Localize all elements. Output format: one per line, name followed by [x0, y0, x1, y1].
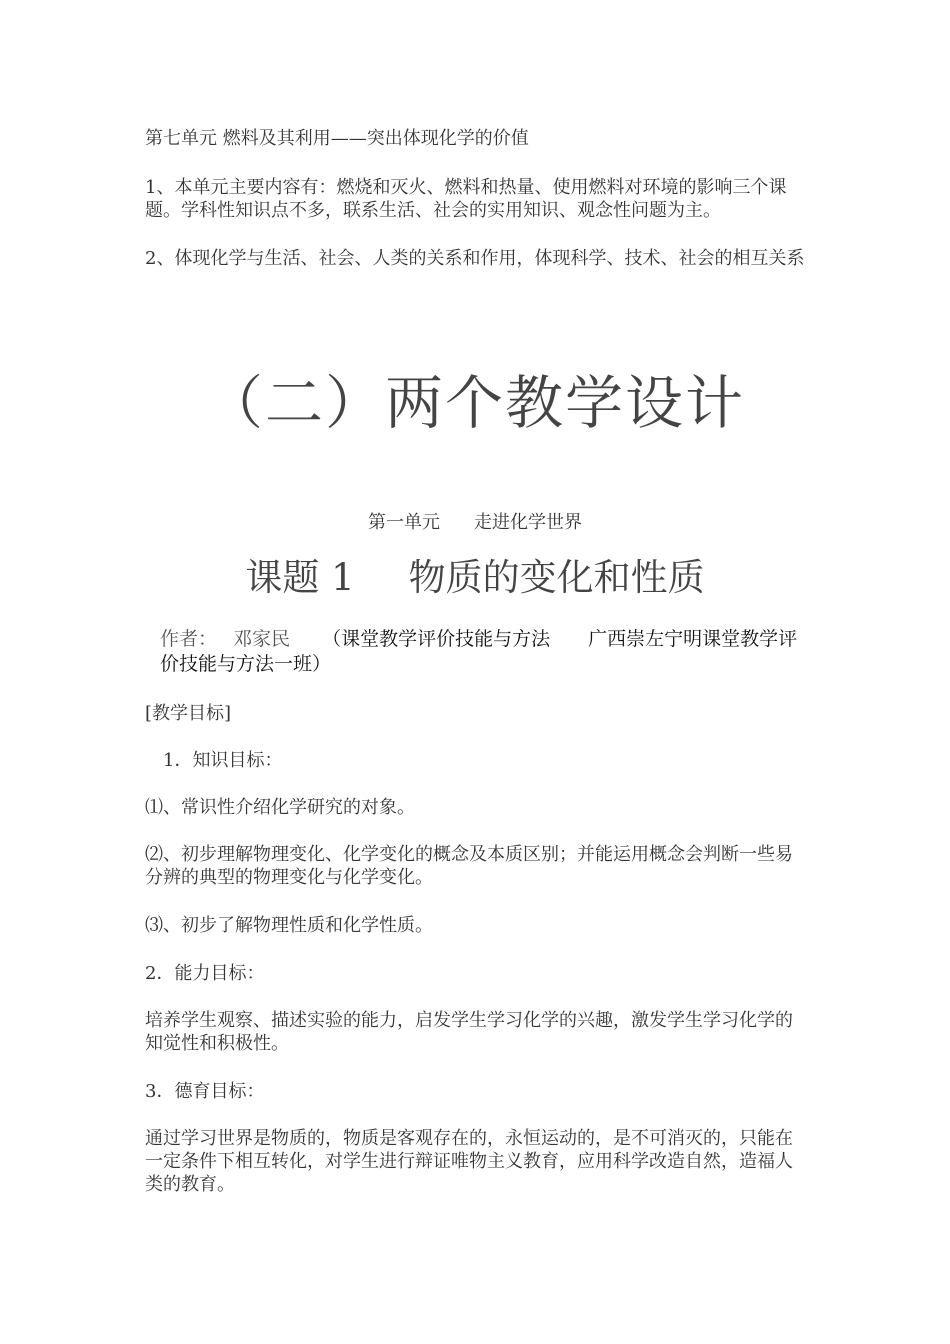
knowledge-item-2: ⑵、初步理解物理变化、化学变化的概念及本质区别；并能运用概念会判断一些易分辨的典型的物理变化与化学变化。	[145, 844, 793, 888]
intro-point-2: 2、体现化学与生活、社会、人类的关系和作用，体现科学、技术、社会的相互关系	[145, 248, 805, 269]
knowledge-objective-heading: 1．知识目标：	[163, 750, 283, 771]
author-label: 作者：	[160, 628, 218, 650]
ability-objective-text: 培养学生观察、描述实验的能力，启发学生学习化学的兴趣，激发学生学习化学的知觉性和积极性。	[145, 1010, 793, 1054]
intro-point-1: 1、本单元主要内容有：燃烧和灭火、燃料和热量、使用燃料对环境的影响三个课题。学科性知识点不多，联系生活、社会的实用知识、观念性问题为主。	[145, 177, 787, 221]
author-line	[160, 627, 810, 677]
author-name: 邓家民	[233, 628, 291, 650]
moral-objective-text: 通过学习世界是物质的，物质是客观存在的，永恒运动的，是不可消灭的，只能在一定条件下相互转化，对学生进行辩证唯物主义教育，应用科学改造自然，造福人类的教育。	[145, 1128, 793, 1195]
section-heading: 第七单元 燃料及其利用——突出体现化学的价值	[145, 128, 529, 149]
lesson-title	[0, 553, 950, 603]
lesson-label: 课题 1	[245, 556, 355, 599]
lesson-name: 物质的变化和性质	[408, 556, 705, 599]
ability-objective-heading: 2．能力目标：	[145, 963, 265, 984]
author-affiliation: （课堂教学评价技能与方法 广西崇左宁明课堂教学评价技能与方法一班）	[160, 628, 798, 675]
main-title: （二）两个教学设计	[204, 369, 745, 437]
unit-title	[0, 508, 950, 534]
knowledge-item-1: ⑴、常识性介绍化学研究的对象。	[145, 797, 415, 818]
knowledge-item-3: ⑶、初步了解物理性质和化学性质。	[145, 915, 433, 936]
objectives-heading: [教学目标]	[145, 703, 232, 724]
unit-label: 第一单元	[368, 512, 440, 533]
unit-name: 走进化学世界	[474, 512, 582, 533]
moral-objective-heading: 3．德育目标：	[145, 1081, 265, 1102]
